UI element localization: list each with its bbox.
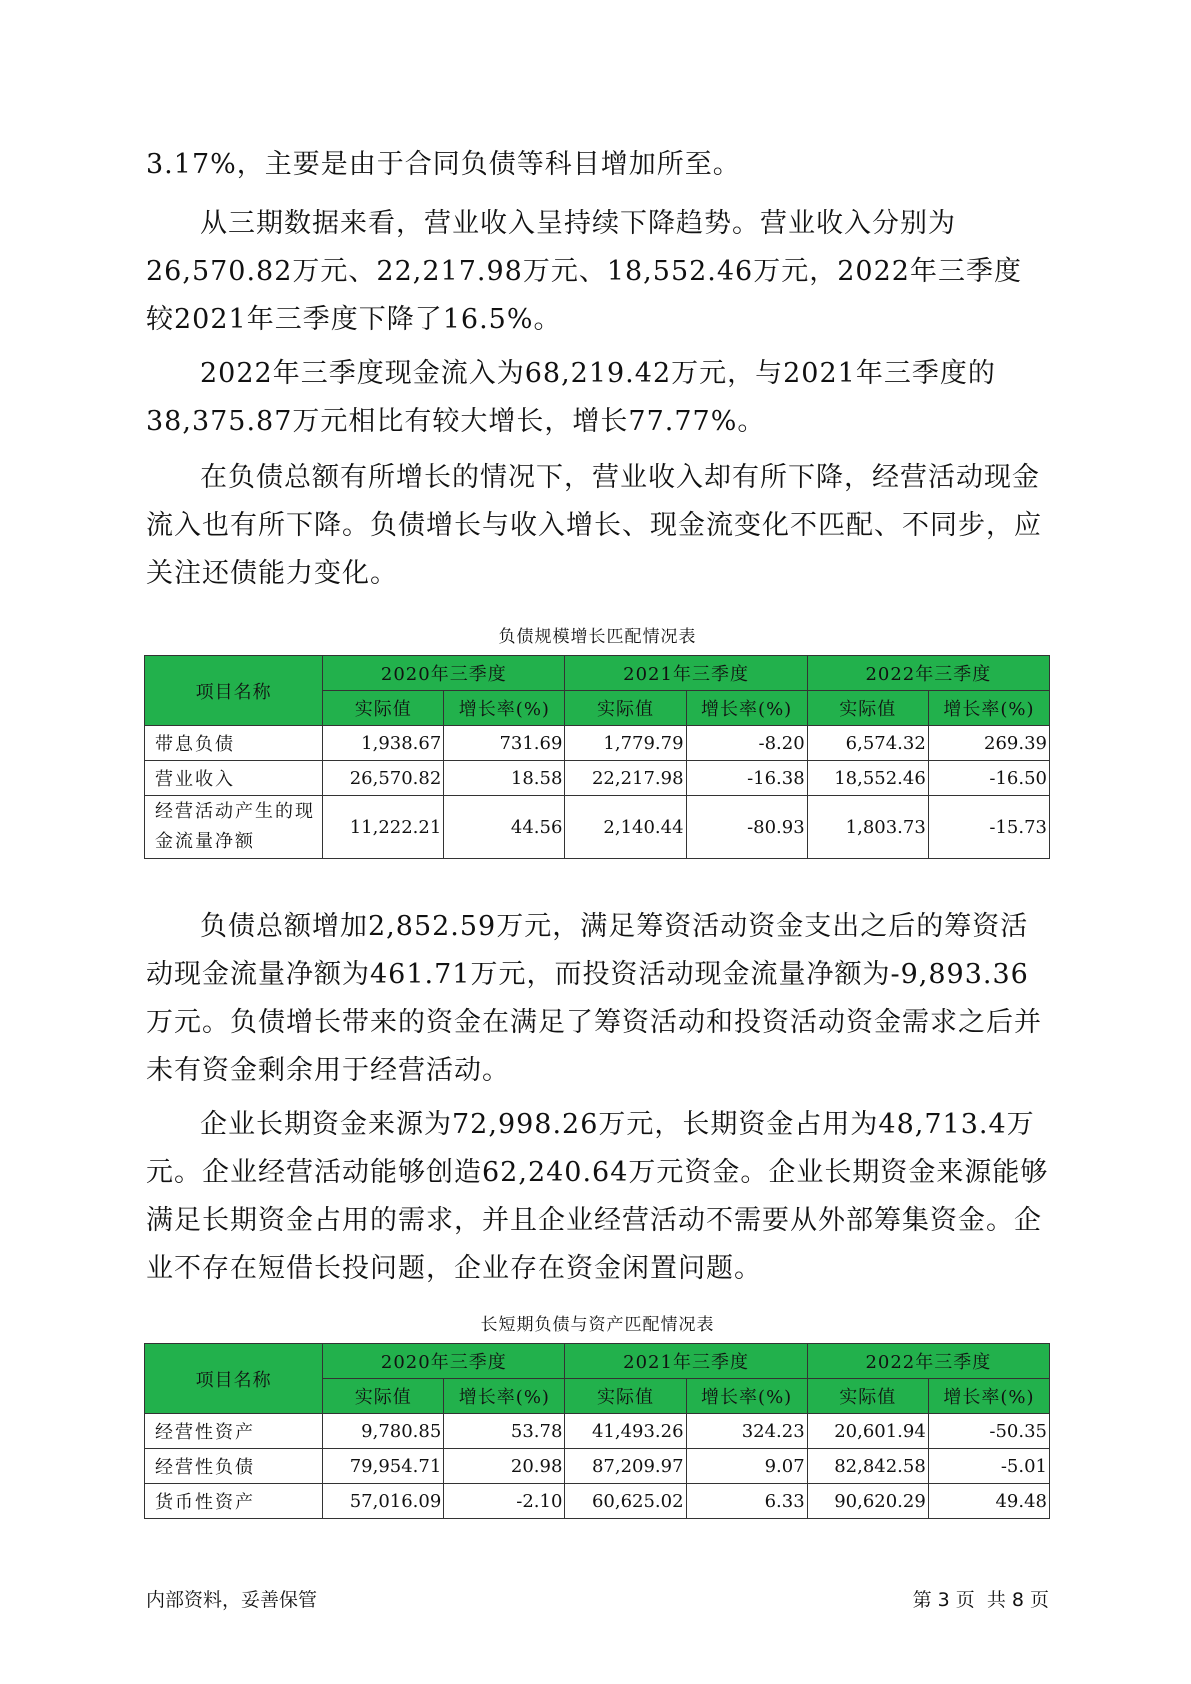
- asset-liability-match-table: [144, 1343, 1050, 1519]
- growth-rate-header: 增长率(%): [444, 1379, 565, 1414]
- cell: 49.48: [928, 1484, 1049, 1519]
- period-header: 2020年三季度: [323, 656, 565, 691]
- cell: 9,780.85: [323, 1414, 444, 1449]
- cell: 90,620.29: [807, 1484, 928, 1519]
- row-label: 经营活动产生的现金流量净额: [145, 796, 323, 859]
- cell: -16.50: [928, 761, 1049, 796]
- actual-value-header: 实际值: [323, 1379, 444, 1414]
- period-header: 2022年三季度: [807, 1344, 1049, 1379]
- cell: 44.56: [444, 796, 565, 859]
- cell: -80.93: [686, 796, 807, 859]
- growth-rate-header: 增长率(%): [444, 691, 565, 726]
- table-row: [145, 1414, 1050, 1449]
- cell: -8.20: [686, 726, 807, 761]
- paragraph: 负债总额增加2,852.59万元，满足筹资活动资金支出之后的筹资活动现金流量净额为461.71万元，而投资活动现金流量净额为-9,893.36万元。负债增长带来的资金在满足了筹资活动和投资活动资金需求之后并未有资金剩余用于经营活动。: [146, 911, 1042, 1086]
- row-label: 营业收入: [145, 761, 323, 796]
- cell: -50.35: [928, 1414, 1049, 1449]
- paragraph: 企业长期资金来源为72,998.26万元，长期资金占用为48,713.4万元。企业经营活动能够创造62,240.64万元资金。企业长期资金来源能够满足长期资金占用的需求，并且企业经营活动不需要从外部筹集资金。企业不存在短借长投问题，企业存在资金闲置问题。: [146, 1109, 1049, 1284]
- table-row: [145, 1484, 1050, 1519]
- actual-value-header: 实际值: [323, 691, 444, 726]
- growth-rate-header: 增长率(%): [928, 691, 1049, 726]
- cell: 1,803.73: [807, 796, 928, 859]
- cell: 9.07: [686, 1449, 807, 1484]
- actual-value-header: 实际值: [807, 1379, 928, 1414]
- cell: 6.33: [686, 1484, 807, 1519]
- cell: 11,222.21: [323, 796, 444, 859]
- period-header: 2022年三季度: [807, 656, 1049, 691]
- footer-confidential-note: 内部资料，妥善保管: [146, 1589, 318, 1611]
- period-header: 2021年三季度: [565, 656, 807, 691]
- row-label: 货币性资产: [145, 1484, 323, 1519]
- cell: 82,842.58: [807, 1449, 928, 1484]
- cell: 20.98: [444, 1449, 565, 1484]
- cell: 26,570.82: [323, 761, 444, 796]
- actual-value-header: 实际值: [565, 691, 686, 726]
- table-row: [145, 726, 1050, 761]
- paragraph: 在负债总额有所增长的情况下，营业收入却有所下降，经营活动现金流入也有所下降。负债增长与收入增长、现金流变化不匹配、不同步，应关注还债能力变化。: [146, 462, 1042, 589]
- table-caption: 负债规模增长匹配情况表: [498, 627, 697, 647]
- cell: 1,938.67: [323, 726, 444, 761]
- period-header: 2021年三季度: [565, 1344, 807, 1379]
- cell: 22,217.98: [565, 761, 686, 796]
- cell: 18.58: [444, 761, 565, 796]
- row-label: 经营性负债: [145, 1449, 323, 1484]
- actual-value-header: 实际值: [807, 691, 928, 726]
- row-label: 带息负债: [145, 726, 323, 761]
- row-label: 经营性资产: [145, 1414, 323, 1449]
- table-row: [145, 796, 1050, 859]
- cell: 269.39: [928, 726, 1049, 761]
- growth-rate-header: 增长率(%): [686, 691, 807, 726]
- cell: 18,552.46: [807, 761, 928, 796]
- paragraph: 3.17%，主要是由于合同负债等科目增加所至。: [146, 149, 741, 180]
- paragraph: 从三期数据来看，营业收入呈持续下降趋势。营业收入分别为26,570.82万元、22,217.98万元、18,552.46万元，2022年三季度较2021年三季度下降了16.5%。: [146, 208, 1022, 335]
- item-name-header: 项目名称: [145, 1344, 323, 1414]
- cell: 324.23: [686, 1414, 807, 1449]
- cell: 2,140.44: [565, 796, 686, 859]
- cell: -2.10: [444, 1484, 565, 1519]
- liability-growth-table: [144, 655, 1050, 859]
- cell: 53.78: [444, 1414, 565, 1449]
- table-row: [145, 761, 1050, 796]
- cell: -16.38: [686, 761, 807, 796]
- cell: 6,574.32: [807, 726, 928, 761]
- cell: 1,779.79: [565, 726, 686, 761]
- item-name-header: 项目名称: [145, 656, 323, 726]
- period-header: 2020年三季度: [323, 1344, 565, 1379]
- cell: 79,954.71: [323, 1449, 444, 1484]
- growth-rate-header: 增长率(%): [686, 1379, 807, 1414]
- table-row: [145, 1449, 1050, 1484]
- cell: 57,016.09: [323, 1484, 444, 1519]
- growth-rate-header: 增长率(%): [928, 1379, 1049, 1414]
- cell: 20,601.94: [807, 1414, 928, 1449]
- table-caption: 长短期负债与资产匹配情况表: [480, 1315, 715, 1335]
- cell: 731.69: [444, 726, 565, 761]
- cell: 87,209.97: [565, 1449, 686, 1484]
- actual-value-header: 实际值: [565, 1379, 686, 1414]
- page-number: 第 3 页 共 8 页: [912, 1589, 1049, 1611]
- cell: -5.01: [928, 1449, 1049, 1484]
- cell: 60,625.02: [565, 1484, 686, 1519]
- cell: 41,493.26: [565, 1414, 686, 1449]
- paragraph: 2022年三季度现金流入为68,219.42万元，与2021年三季度的38,375.87万元相比有较大增长，增长77.77%。: [146, 358, 996, 437]
- cell: -15.73: [928, 796, 1049, 859]
